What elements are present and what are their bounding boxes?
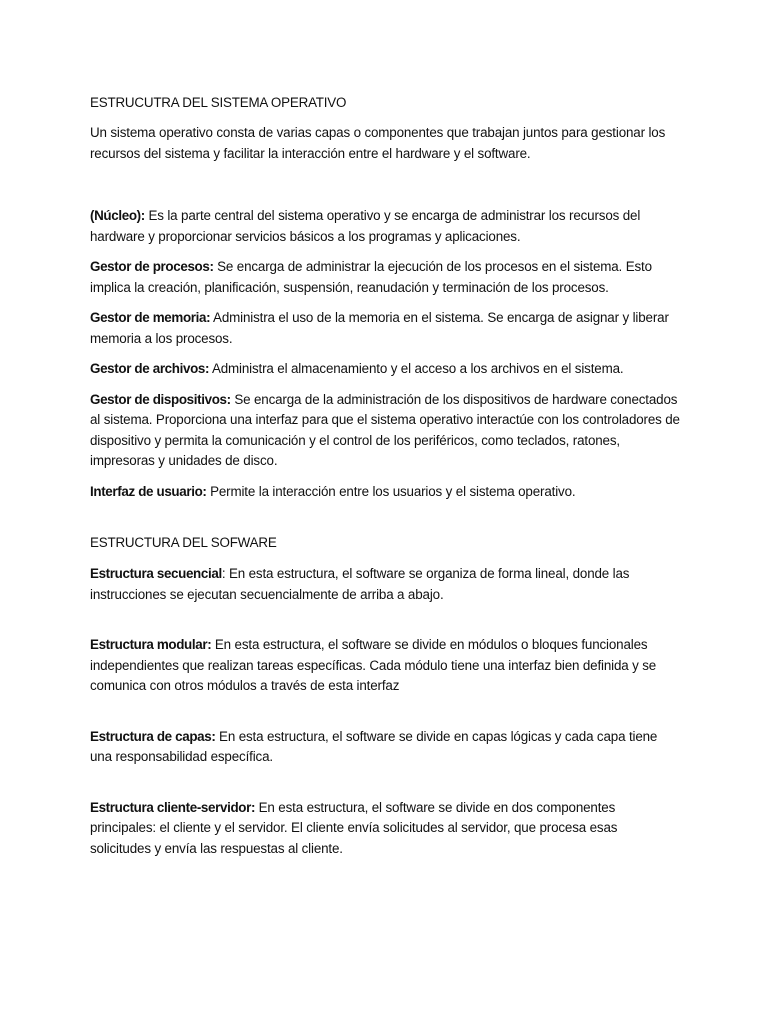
os-item-archivos-term: Gestor de archivos: xyxy=(90,361,210,376)
os-item-procesos-text: Se encarga de administrar la ejecución de los procesos en el sistema. Esto implica la creación, planificación, suspensión, reanudación y terminación de los procesos. xyxy=(90,259,652,295)
os-item-nucleo-term: (Núcleo): xyxy=(90,208,145,223)
os-item-archivos-text: Administra el almacenamiento y el acceso a los archivos en el sistema. xyxy=(209,361,624,376)
sw-item-modular-term: Estructura modular: xyxy=(90,637,212,652)
sw-section-title: ESTRUCTURA DEL SOFWARE xyxy=(90,535,277,550)
os-item-nucleo-text: Es la parte central del sistema operativo y se encarga de administrar los recursos del hardware y proporcionar servicios básicos a los programas y aplicaciones. xyxy=(90,208,641,244)
sw-item-secuencial-text: : En esta estructura, el software se organiza de forma lineal, donde las instrucciones se ejecutan secuencialmente de arriba a abajo. xyxy=(90,566,630,602)
os-item-procesos-term: Gestor de procesos: xyxy=(90,259,214,274)
os-item-memoria xyxy=(90,308,680,349)
os-section-title: ESTRUCUTRA DEL SISTEMA OPERATIVO xyxy=(90,95,347,110)
sw-item-capas xyxy=(90,727,680,768)
os-item-procesos xyxy=(90,257,680,298)
os-item-dispositivos xyxy=(90,390,680,472)
document-page xyxy=(90,93,680,859)
os-item-archivos xyxy=(90,359,680,380)
os-intro-paragraph: Un sistema operativo consta de varias capas o componentes que trabajan juntos para gestionar los recursos del sistema y facilitar la interacción entre el hardware y el software. xyxy=(90,125,666,161)
os-item-dispositivos-term: Gestor de dispositivos: xyxy=(90,391,231,407)
os-item-nucleo xyxy=(90,206,680,247)
sw-item-capas-text: En esta estructura, el software se divide en capas lógicas y cada capa tiene una responsabilidad específica. xyxy=(90,728,658,764)
sw-item-cliente-servidor-term: Estructura cliente-servidor: xyxy=(90,799,256,815)
sw-item-secuencial xyxy=(90,564,680,605)
sw-item-cliente-servidor-text: En esta estructura, el software se divide en dos componentes principales: el cliente y el servidor. El cliente envía solicitudes al servidor, que procesa esas solicitudes y envía las respuestas al cliente. xyxy=(90,799,618,856)
os-item-memoria-text: Administra el uso de la memoria en el sistema. Se encarga de asignar y liberar memoria a los procesos. xyxy=(90,310,669,346)
os-item-interfaz xyxy=(90,482,680,503)
os-item-dispositivos-text: Se encarga de la administración de los dispositivos de hardware conectados al sistema. Proporciona una interfaz para que el sistema operativo interactúe con los controladores de dispositivo y permita la comunicación y el control de los periféricos, como teclados, ratones, impresoras y unidades de disco. xyxy=(90,391,680,468)
os-item-memoria-term: Gestor de memoria: xyxy=(90,310,211,325)
os-item-interfaz-text: Permite la interacción entre los usuarios y el sistema operativo. xyxy=(206,483,576,499)
sw-item-cliente-servidor xyxy=(90,798,680,860)
sw-item-secuencial-term: Estructura secuencial xyxy=(90,566,222,581)
os-item-interfaz-term: Interfaz de usuario: xyxy=(90,483,207,499)
sw-item-capas-term: Estructura de capas: xyxy=(90,728,216,744)
sw-item-modular-text: En esta estructura, el software se divide en módulos o bloques funcionales independientes que realizan tareas específicas. Cada módulo tiene una interfaz bien definida y se comunica con otros módulos a través de esta interfaz xyxy=(90,637,657,693)
sw-item-modular xyxy=(90,635,680,697)
